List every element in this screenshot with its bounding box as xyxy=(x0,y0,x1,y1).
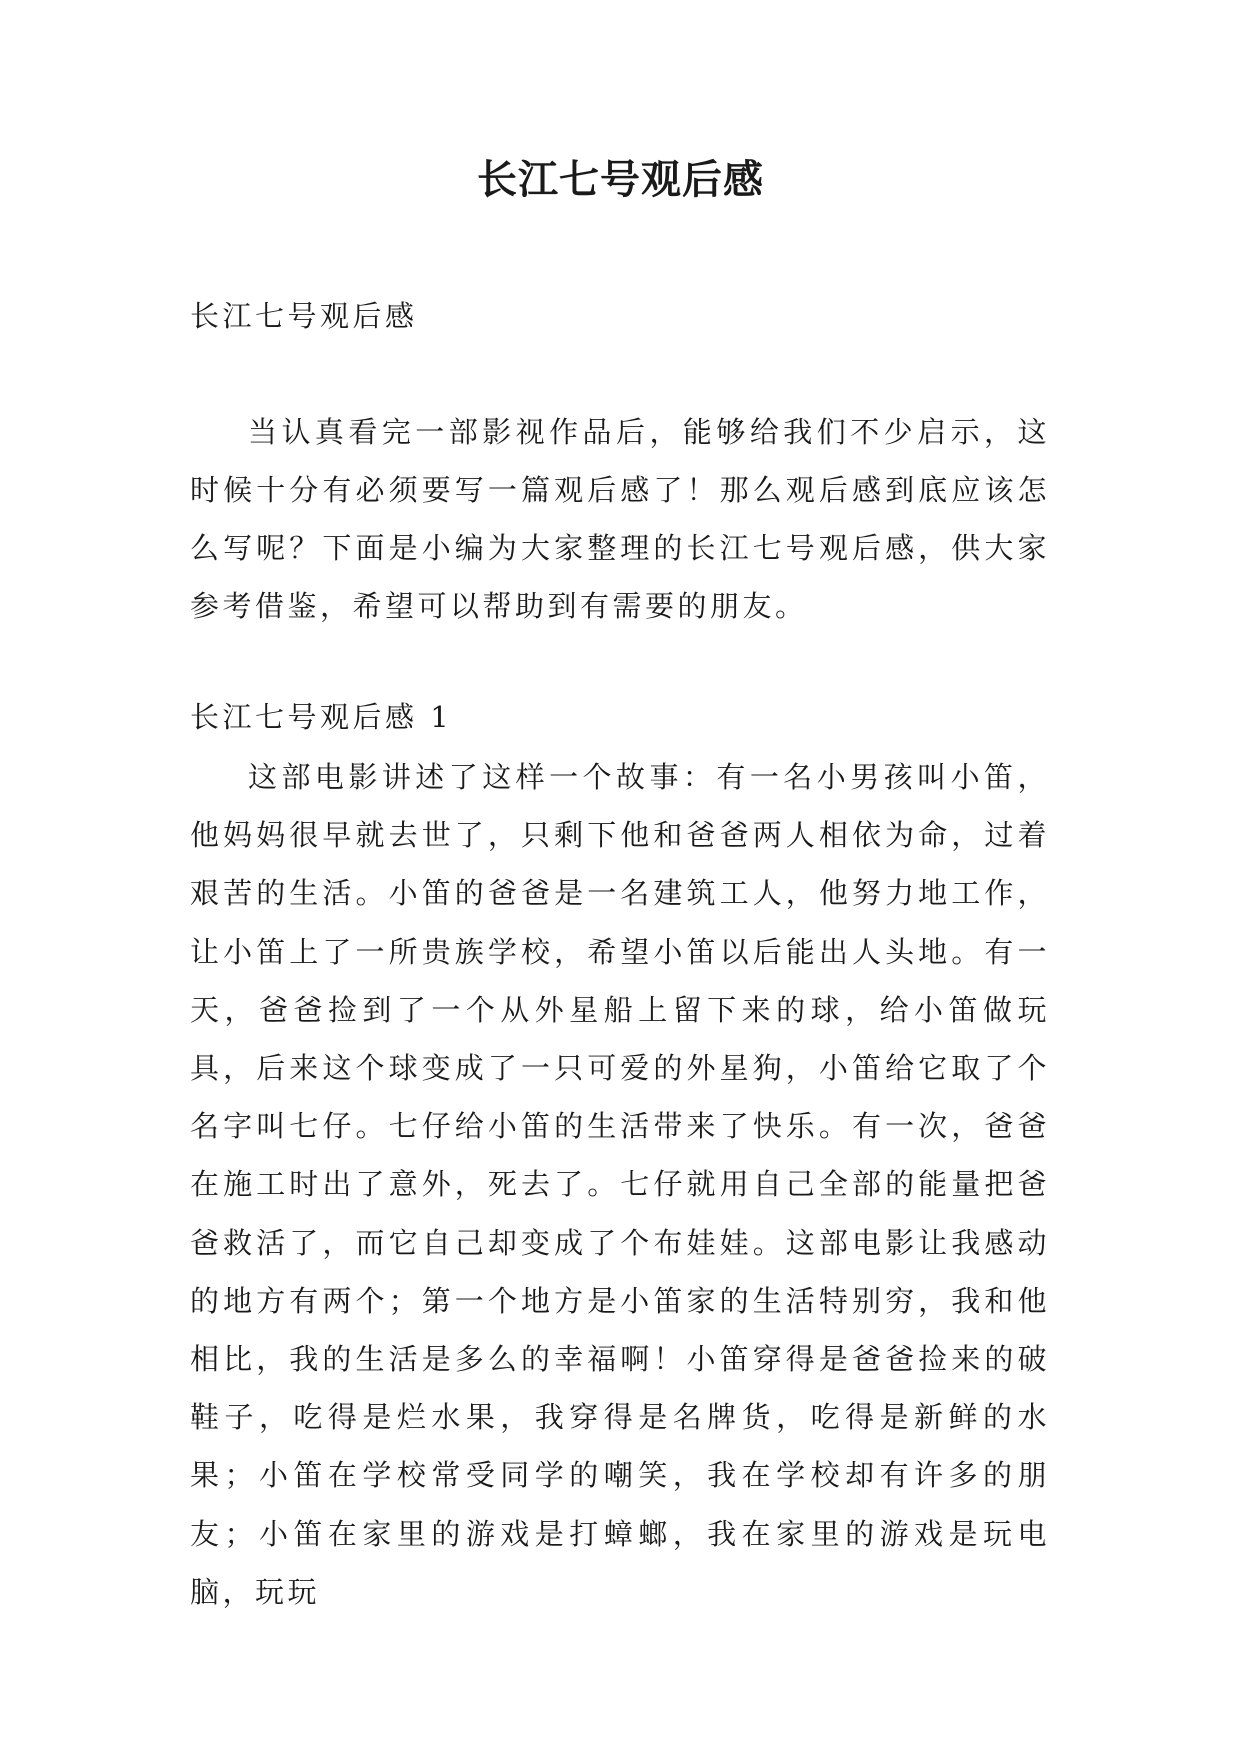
document-subtitle: 长江七号观后感 xyxy=(190,299,418,333)
intro-paragraph: 当认真看完一部影视作品后，能够给我们不少启示，这时候十分有必须要写一篇观后感了！那么观后感到底应该怎么写呢？下面是小编为大家整理的长江七号观后感，供大家参考借鉴，希望可以帮助到有需要的朋友。 xyxy=(190,415,1050,623)
section-paragraph: 这部电影讲述了这样一个故事：有一名小男孩叫小笛，他妈妈很早就去世了，只剩下他和爸爸两人相依为命，过着艰苦的生活。小笛的爸爸是一名建筑工人，他努力地工作，让小笛上了一所贵族学校，希望小笛以后能出人头地。有一天，爸爸捡到了一个从外星船上留下来的球，给小笛做玩具，后来这个球变成了一只可爱的外星狗，小笛给它取了个名字叫七仔。七仔给小笛的生活带来了快乐。有一次，爸爸在施工时出了意外，死去了。七仔就用自己全部的能量把爸爸救活了，而它自己却变成了个布娃娃。这部电影让我感动的地方有两个；第一个地方是小笛家的生活特别穷，我和他相比，我的生活是多么的幸福啊！小笛穿得是爸爸捡来的破鞋子，吃得是烂水果，我穿得是名牌货，吃得是新鲜的水果；小笛在学校常受同学的嘲笑，我在学校却有许多的朋友；小笛在家里的游戏是打蟑螂，我在家里的游戏是玩电脑，玩玩 xyxy=(190,760,1050,1609)
document-title: 长江七号观后感 xyxy=(477,156,764,203)
section-heading: 长江七号观后感 1 xyxy=(190,700,453,734)
